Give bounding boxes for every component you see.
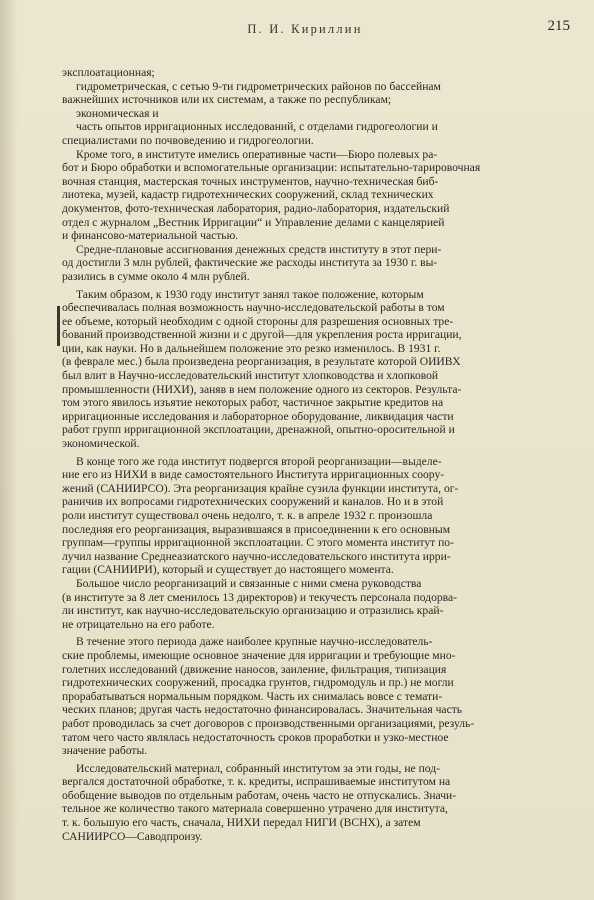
text-line: обобщение выводов по отдельным работам, очень часто не отпускались. Значи- — [62, 788, 457, 802]
text-line: раничив их вопросами гидротехнических сооружений и каналов. Но и в этой — [62, 495, 444, 509]
text-line: т. к. большую его часть, сначала, НИХИ передал НИГИ (ВСНХ), а затем — [62, 816, 421, 830]
text-line: гидрометрическая, с сетью 9-ти гидрометрических районов по бассейнам — [76, 79, 441, 93]
text-line: экономическая и — [76, 106, 159, 120]
text-line: бований производственной жизни и с другой—для укрепления роста ирригации, — [62, 328, 462, 342]
text-line: специалистами по почвоведению и гидрогеологии. — [62, 133, 314, 147]
text-line: не отрицательно на его работе. — [62, 617, 215, 631]
text-line: вочная станция, мастерская точных инструментов, научно-техническая биб- — [62, 174, 439, 188]
text-line: экономической. — [62, 437, 140, 451]
text-line: лучил название Среднеазиатского научно-исследовательского института ирри- — [62, 549, 451, 563]
text-line: группам—группы ирригационной эксплоатации. С этого момента институт по- — [62, 536, 454, 550]
text-line: эксплоатационная; — [62, 66, 155, 79]
text-line: Средне-плановые ассигнования денежных средств институту в этот пери- — [76, 242, 442, 256]
page-body — [62, 66, 568, 843]
text-line: тельное же количество такого материала совершенно утрачено для института, — [62, 802, 448, 816]
text-line: прорабатываться нормальным порядком. Часть их снималась вовсе с темати- — [62, 689, 443, 703]
text-line: последняя его реорганизация, выразившаяся в присоединении к его основным — [62, 522, 451, 536]
text-line: гации (САНИИРИ), который и существует до настоящего момента. — [62, 563, 394, 577]
text-line: Большое число реорганизаций и связанные с ними смена руководства — [76, 576, 422, 590]
text-line: (в феврале мес.) была произведена реорганизация, в результате которой ОИИВХ — [62, 355, 461, 369]
text-line: часть опытов ирригационных исследований, с отделами гидрогеологии и — [76, 120, 438, 134]
text-line: В конце того же года институт подвергся второй реорганизации—выделе- — [76, 454, 442, 468]
text-line: татом чего часто являлась недостаточность сроков проработки и узко-местное — [62, 730, 449, 744]
text-line: лиотека, музей, кадастр гидротехнических сооружений, склад технических — [62, 188, 434, 202]
text-line: Таким образом, к 1930 году институт занял такое положение, которым — [76, 287, 424, 301]
text-line: работ проводилась за счет договоров с производственными организациями, резуль- — [62, 716, 475, 730]
text-line: был влит в Научно-исследовательский институт хлопководства и хлопковой — [62, 369, 439, 383]
text-line: голетних исследований (движение наносов, заиление, фильтрация, типизация — [62, 662, 447, 676]
text-line: ские проблемы, имеющие основное значение для ирригации и требующие мно- — [62, 648, 456, 662]
text-line: ирригационные исследования и лабораторное оборудование, ликвидация части — [62, 409, 454, 423]
page-number: 215 — [547, 18, 570, 34]
text-line: значение работы. — [62, 744, 148, 758]
margin-mark — [57, 306, 60, 346]
text-line: Исследовательский материал, собранный институтом за эти годы, не под- — [76, 761, 441, 775]
text-line: документов, фото-техническая лаборатория, радио-лаборатория, издательский — [62, 201, 450, 215]
text-line: В течение этого периода даже наиболее крупные научно-исследователь- — [76, 635, 433, 649]
text-line: гидротехнических сооружений, просадка грунтов, гидромодуль и пр.) не могли — [62, 676, 454, 690]
text-line: САНИИРСО—Саводпроизу. — [62, 829, 203, 843]
text-line: Кроме того, в институте имелись оперативные части—Бюро полевых ра- — [76, 147, 438, 161]
running-head: П. И. Кириллин — [247, 22, 363, 36]
text-line: ее объеме, который необходим с одной стороны для разрешения основных тре- — [62, 314, 454, 328]
text-line: обеспечивалась полная возможность научно-исследовательской работы в том — [62, 301, 445, 315]
text-line: том этого явилось изъятие некоторых работ, частичное закрытие кредитов на — [62, 396, 444, 410]
text-line: од достигли 3 млн рублей, фактические же расходы института за 1930 г. вы- — [62, 256, 438, 270]
text-line: вергался достаточной обработке, т. к. кредиты, испрашиваемые институтом на — [62, 775, 451, 789]
text-line: разились в сумме около 4 млн рублей. — [62, 269, 250, 283]
text-line: бот и Бюро обработки и вспомогательные организации: испытательно-тарировочная — [62, 161, 481, 175]
text-line: работ групп ирригационной эксплоатации, дренажной, опытно-оросительной и — [62, 423, 455, 437]
text-line: и финансово-материальной частью. — [62, 229, 239, 243]
text-line: важнейших источников или их системам, а также по республикам; — [62, 93, 392, 107]
text-line: ческих планов; другая часть недостаточно финансировалась. Значительная часть — [62, 703, 463, 717]
text-line: промышленности (НИХИ), заняв в нем положение одного из секторов. Результа- — [62, 382, 462, 396]
text-line: жений (САНИИРСО). Эта реорганизация крайне сузила функции института, ог- — [62, 481, 459, 495]
text-line: отдел с журналом „Вестник Ирригации“ и Управление делами с канцелярией — [62, 215, 445, 229]
text-line: ние его из НИХИ в виде самостоятельного Института ирригационных соору- — [62, 468, 445, 482]
text-line: роли институт существовал очень недолго, т. к. в апреле 1932 г. произошла — [62, 509, 433, 522]
page-header — [40, 18, 570, 46]
text-line: ции, как науки. Но в дальнейшем положение это резко изменилось. В 1931 г. — [62, 341, 441, 355]
text-line: ли институт, как научно-исследовательскую организацию и отразились край- — [62, 604, 444, 618]
text-line: (в институте за 8 лет сменилось 13 директоров) и текучесть персонала подорва- — [62, 590, 457, 604]
